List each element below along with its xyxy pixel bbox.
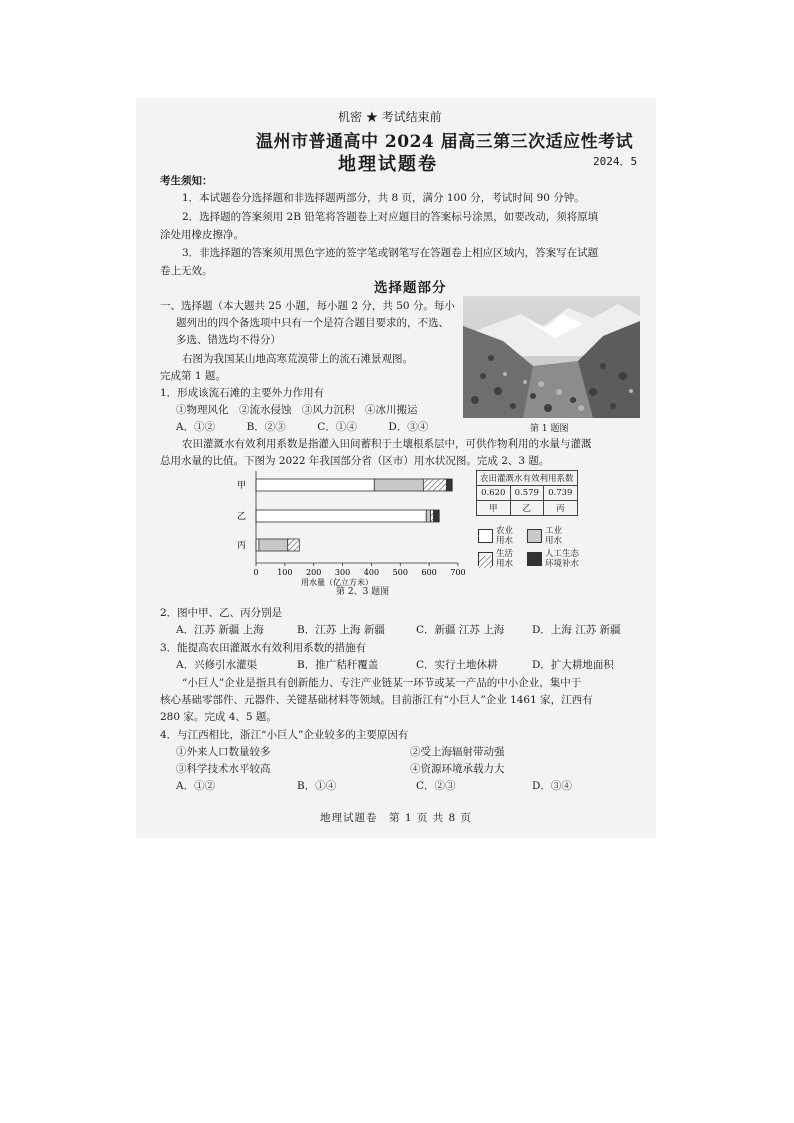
q4-statement-1: ①外来人口数量较多 bbox=[176, 746, 271, 758]
legend-agri-swatch bbox=[478, 529, 493, 543]
bar-segment bbox=[433, 510, 439, 522]
chart-caption: 第 2、3 题图 bbox=[336, 587, 390, 597]
efficiency-value-bing: 0.739 bbox=[544, 486, 578, 501]
x-axis-label: 用水量（亿立方米） bbox=[301, 578, 373, 587]
bar-segment bbox=[431, 510, 434, 522]
efficiency-label-yi: 乙 bbox=[510, 501, 544, 516]
q1-question: 1．形成该流石滩的主要外力作用有 bbox=[160, 387, 325, 399]
x-tick-label: 700 bbox=[450, 568, 466, 577]
notice-item-2a: 2．选择题的答案须用 2B 铅笔将答题卷上对应题目的答案标号涂黑，如要改动，须将原填 bbox=[182, 211, 599, 223]
irrigation-intro-b: 总用水量的比值。下图为 2022 年我国部分省（区市）用水状况图。完成 2、3 题。 bbox=[160, 455, 550, 467]
part1-intro-b: 题列出的四个备选项中只有一个是符合题目要求的，不选、 bbox=[176, 317, 449, 329]
bar-segment bbox=[256, 479, 374, 491]
bar-segment bbox=[288, 539, 300, 551]
legend-industry-label: 工业用水 bbox=[545, 526, 563, 546]
irrigation-efficiency-table bbox=[476, 470, 578, 516]
notice-item-3b: 卷上无效。 bbox=[160, 265, 213, 277]
q4-question: 4．与江西相比，浙江“小巨人”企业较多的主要原因有 bbox=[160, 729, 409, 741]
efficiency-value-jia: 0.620 bbox=[477, 486, 511, 501]
bar-segment bbox=[259, 539, 288, 551]
legend-agri-label: 农业用水 bbox=[496, 526, 514, 546]
bar-segment bbox=[423, 479, 446, 491]
confidential-label: 机密 ★ 考试结束前 bbox=[338, 110, 442, 124]
notice-item-1: 1．本试题卷分选择题和非选择题两部分，共 8 页，满分 100 分，考试时间 90 分钟。 bbox=[182, 192, 585, 204]
subject-title: 地理试题卷 bbox=[338, 154, 438, 175]
legend-eco-label: 人工生态环境补水 bbox=[545, 549, 580, 569]
part1-intro-a: 一、选择题（本大题共 25 小题，每小题 2 分，共 50 分。每小 bbox=[160, 300, 455, 312]
efficiency-label-bing: 丙 bbox=[544, 501, 578, 516]
q3-option-a: A．兴修引水灌渠 bbox=[176, 659, 258, 671]
q3-option-c: C．实行土地休耕 bbox=[416, 659, 498, 671]
q2-option-b: B．江苏 上海 新疆 bbox=[297, 624, 385, 636]
q4-statement-3: ③科学技术水平较高 bbox=[176, 763, 271, 775]
q2-option-c: C．新疆 江苏 上海 bbox=[416, 624, 505, 636]
exam-date: 2024．5 bbox=[593, 155, 638, 168]
q1-options: ①物理风化 ②流水侵蚀 ③风力沉积 ④冰川搬运 bbox=[176, 404, 418, 416]
x-tick-label: 400 bbox=[363, 568, 380, 577]
category-label: 甲 bbox=[236, 481, 246, 491]
q1-stem-a: 右图为我国某山地高寒荒漠带上的流石滩景观图。 bbox=[182, 353, 413, 365]
q4-option-d: D．③④ bbox=[532, 780, 572, 792]
notice-item-3a: 3．非选择题的答案须用黑色字迹的签字笔或钢笔写在答题卷上相应区域内，答案写在试题 bbox=[182, 247, 599, 259]
irrigation-intro-a: 农田灌溉水有效利用系数是指灌入田间蓄积于土壤根系层中，可供作物利用的水量与灌溉 bbox=[182, 438, 592, 450]
legend-industry-swatch bbox=[527, 529, 542, 543]
water-use-chart bbox=[232, 471, 472, 601]
q3-option-d: D．扩大耕地面积 bbox=[532, 659, 614, 671]
q4-statement-4: ④资源环境承载力大 bbox=[410, 763, 505, 775]
category-label: 乙 bbox=[236, 512, 246, 522]
q4-statement-2: ②受上海辐射带动强 bbox=[410, 746, 505, 758]
category-label: 丙 bbox=[236, 541, 246, 551]
efficiency-value-yi: 0.579 bbox=[510, 486, 544, 501]
x-tick-label: 200 bbox=[306, 568, 322, 577]
q4-option-c: C．②③ bbox=[416, 780, 456, 792]
q1-answers: A．①② B．②③ C．①④ D．③④ bbox=[176, 421, 429, 433]
x-tick-label: 300 bbox=[334, 568, 351, 577]
part1-intro-c: 多选、错选均不得分） bbox=[176, 334, 281, 346]
bar-segment bbox=[446, 479, 452, 491]
bar-segment bbox=[256, 539, 259, 551]
photo-caption: 第 1 题图 bbox=[530, 424, 569, 434]
page-footer: 地理试题卷 第 1 页 共 8 页 bbox=[320, 812, 473, 824]
x-tick-label: 0 bbox=[253, 568, 259, 577]
giant-passage-a: “小巨人”企业是指具有创新能力、专注产业链某一环节或某一产品的中小企业，集中于 bbox=[182, 677, 582, 689]
q2-option-a: A．江苏 新疆 上海 bbox=[176, 624, 264, 636]
efficiency-table-header: 农田灌溉水有效利用系数 bbox=[477, 471, 578, 486]
q1-stem-b: 完成第 1 题。 bbox=[160, 370, 226, 382]
bar-segment bbox=[256, 510, 426, 522]
chart-svg bbox=[232, 471, 472, 601]
giant-passage-b: 核心基础零部件、元器件、关键基础材料等领域。目前浙江有“小巨人”企业 1461 家，江西有 bbox=[160, 694, 593, 706]
talus-slope-photo bbox=[463, 296, 640, 418]
x-tick-label: 100 bbox=[277, 568, 293, 577]
legend-domestic-label: 生活用水 bbox=[496, 549, 514, 569]
q3-option-b: B．推广秸秆覆盖 bbox=[297, 659, 379, 671]
giant-passage-c: 280 家。完成 4、5 题。 bbox=[160, 711, 277, 723]
legend-eco-swatch bbox=[527, 552, 542, 566]
bar-segment bbox=[426, 510, 430, 522]
exam-title: 温州市普通高中 2024 届高三第三次适应性考试 bbox=[256, 132, 634, 152]
section-title: 选择题部分 bbox=[374, 280, 447, 296]
q4-option-b: B．①④ bbox=[297, 780, 337, 792]
efficiency-label-jia: 甲 bbox=[477, 501, 511, 516]
x-tick-label: 600 bbox=[421, 568, 437, 577]
exam-sheet bbox=[136, 98, 656, 838]
legend-domestic-swatch bbox=[478, 552, 493, 566]
bar-segment bbox=[374, 479, 423, 491]
notice-heading: 考生须知： bbox=[160, 175, 213, 187]
q3-question: 3．能提高农田灌溉水有效利用系数的措施有 bbox=[160, 642, 367, 654]
q2-option-d: D．上海 江苏 新疆 bbox=[532, 624, 621, 636]
notice-item-2b: 涂处用橡皮擦净。 bbox=[160, 229, 244, 241]
x-tick-label: 500 bbox=[392, 568, 408, 577]
q4-option-a: A．①② bbox=[176, 780, 216, 792]
q2-question: 2．图中甲、乙、丙分别是 bbox=[160, 607, 283, 619]
